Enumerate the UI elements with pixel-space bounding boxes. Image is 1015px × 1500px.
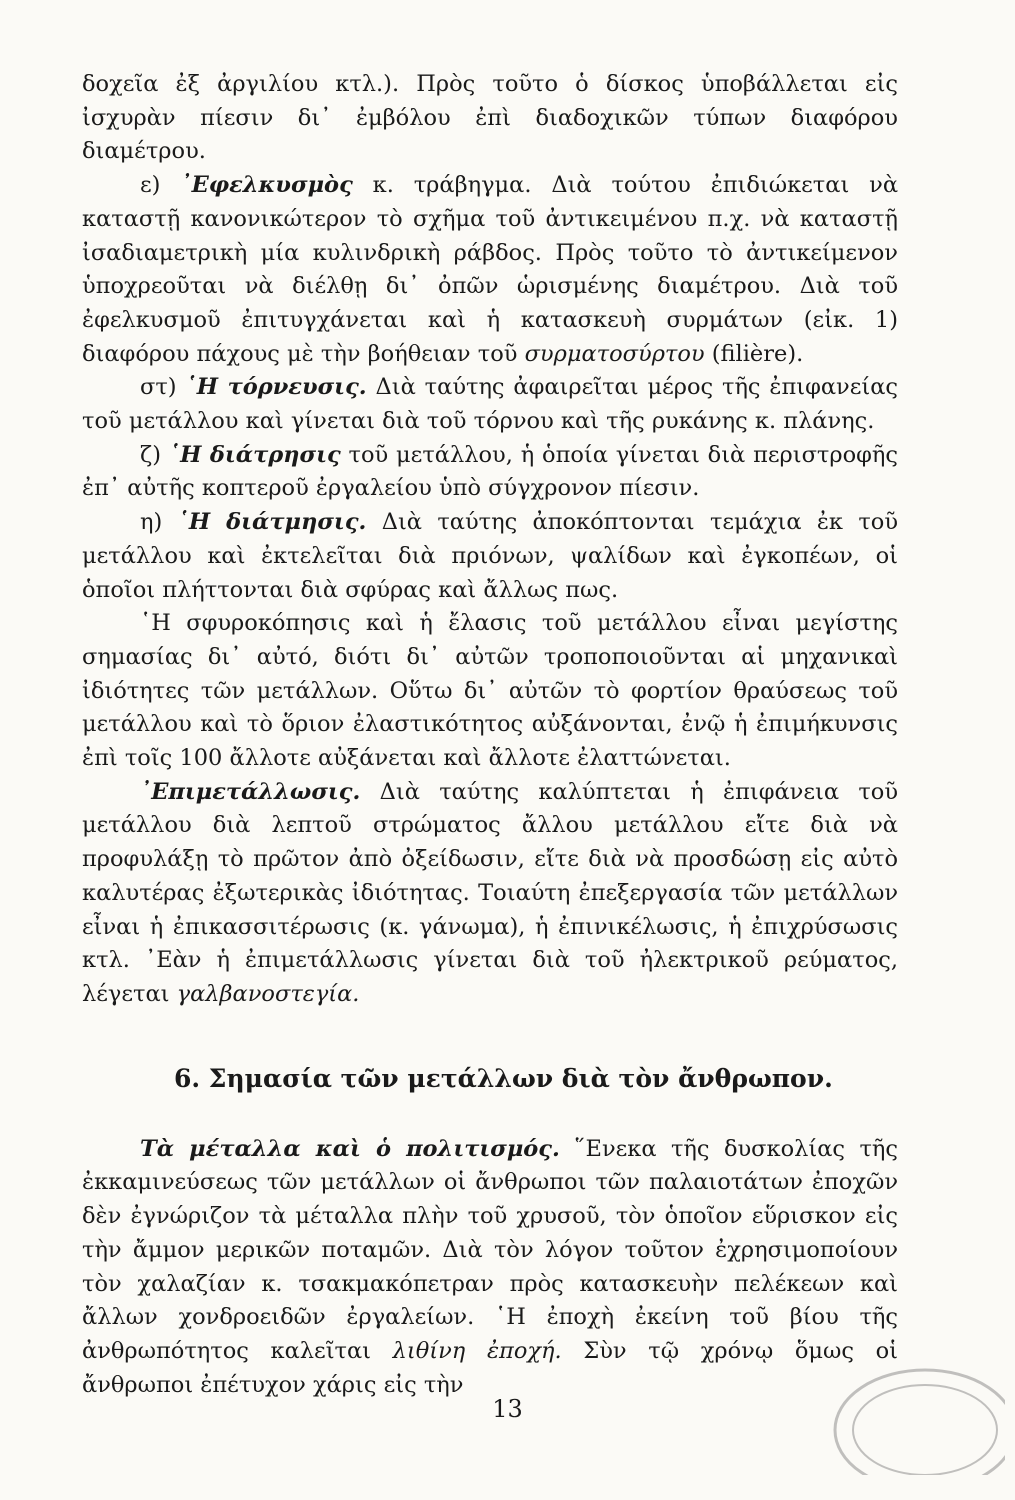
paragraph-diatresis <box>82 439 898 506</box>
section-heading: 6. Σημασία τῶν μετάλλων διὰ τὸν ἄνθρωπον. <box>174 1063 833 1093</box>
library-stamp-icon <box>815 1345 1005 1475</box>
italic-term: λιθίνη ἐποχή. <box>392 1337 562 1364</box>
paragraph-tail: (filière). <box>711 340 804 367</box>
paragraph-intro <box>82 68 898 169</box>
item-label: στ) <box>140 374 177 401</box>
paragraph-tail: Σὺν τῷ χρόνῳ ὅμως οἱ ἄνθρωποι ἐπέτυχον χάρις εἰς τὴν <box>82 1337 899 1398</box>
item-label: ε) <box>140 172 161 199</box>
paragraph-text: Διὰ ταύτης καλύπτεται ἡ ἐπιφάνεια τοῦ μετάλλου διὰ λεπτοῦ στρώματος ἄλλου μετάλλου εἴτε διὰ νὰ προφυλάξῃ τὸ πρῶτον ἀπὸ ὀξείδωσιν, εἴτε διὰ νὰ προσδώσῃ εἰς αὐτὸ καλυτέρας ἐξωτερικὰς ἰδιότητας. Τοιαύτη ἐπεξεργασία τῶν μετάλλων εἶναι ἡ ἐπικασσιτέρωσις (κ. γάνωμα), ἡ ἐπινικέλωσις, ἡ ἐπιχρύσωσις κτλ. ᾽Εὰν ἡ ἐπιμετάλλωσις γίνεται διὰ τοῦ ἠλεκτρικοῦ ρεύματος, λέγεται <box>82 778 898 1007</box>
page-body <box>82 68 898 1402</box>
paragraph-metals-civilization <box>82 1133 898 1403</box>
paragraph-efelkysmos <box>82 169 898 371</box>
paragraph-diatmesis <box>82 506 898 607</box>
paragraph-torneusis <box>82 371 898 438</box>
term-lead: ᾽Επιμετάλλωσις. <box>140 778 361 805</box>
paragraph-text: ῞Ενεκα τῆς δυσκολίας τῆς ἐκκαμινεύσεως τῶν μετάλλων οἱ ἄνθρωποι τῶν παλαιοτάτων ἐποχῶν δὲν ἐγνώριζον τὰ μέταλλα πλὴν τοῦ χρυσοῦ, τὸν ὁποῖον εὕρισκον εἰς τὴν ἄμμον μερικῶν ποταμῶν. Διὰ τὸν λόγον τοῦτον ἐχρησιμοποίουν τὸν χαλαζίαν κ. τσακμακόπετραν πρὸς κατασκευὴν πελέκεων καὶ ἄλλων χονδροειδῶν ἐργαλείων. ῾Η ἐποχὴ ἐκείνη τοῦ βίου τῆς ἀνθρωπότητος καλεῖται <box>82 1135 898 1364</box>
item-label: ζ) <box>140 441 161 468</box>
italic-term: συρματοσύρτου <box>524 340 705 367</box>
paragraph-text: Διὰ ταύτης ἀφαιρεῖται μέρος τῆς ἐπιφανείας τοῦ μετάλλου καὶ γίνεται διὰ τοῦ τόρνου καὶ τῆς ρυκάνης κ. πλάνης. <box>82 374 899 435</box>
term-lead: ῾Η τόρνευσις. <box>185 374 367 401</box>
paragraph-epimetallosis <box>82 776 898 1012</box>
paragraph-text: δοχεῖα ἐξ ἀργιλίου κτλ.). Πρὸς τοῦτο ὁ δίσκος ὑποβάλλεται εἰς ἰσχυρὰν πίεσιν δι᾽ ἐμβόλου ἐπὶ διαδοχικῶν τύπων διαφόρου διαμέτρου. <box>82 71 898 165</box>
paragraph-text: τοῦ μετάλλου, ἡ ὁποία γίνεται διὰ περιστροφῆς ἐπ᾽ αὐτῆς κοπτεροῦ ἐργαλείου ὑπὸ σύγχρονον πίεσιν. <box>82 441 898 502</box>
paragraph-sfyrokopesis <box>82 607 898 776</box>
page-number: 13 <box>492 1395 523 1423</box>
paragraph-text: κ. τράβηγμα. Διὰ τούτου ἐπιδιώκεται νὰ καταστῇ κανονικώτερον τὸ σχῆμα τοῦ ἀντικειμένου π.χ. νὰ καταστῇ ἰσαδιαμετρικὴ μία κυλινδρικὴ ράβδος. Πρὸς τοῦτο τὸ ἀντικείμενον ὑποχρεοῦται νὰ διέλθῃ δι᾽ ὀπῶν ὡρισμένης διαμέτρου. Διὰ τοῦ ἐφελκυσμοῦ ἐπιτυγχάνεται καὶ ἡ κατασκευὴ συρμάτων (εἰκ. 1) διαφόρου πάχους μὲ τὴν βοήθειαν τοῦ <box>82 172 899 367</box>
paragraph-text: Διὰ ταύτης ἀποκόπτονται τεμάχια ἐκ τοῦ μετάλλου καὶ ἐκτελεῖται διὰ πριόνων, ψαλίδων καὶ ἐγκοπέων, οἱ ὁποῖοι πλήττονται διὰ σφύρας καὶ ἄλλως πως. <box>82 509 899 603</box>
term-lead: ῾Η διάτμησις. <box>177 509 367 536</box>
term-lead: Τὰ μέταλλα καὶ ὁ πολιτισμός. <box>140 1135 560 1162</box>
item-label: η) <box>140 509 163 536</box>
term-lead: ῾Η διάτρησις <box>168 441 341 468</box>
italic-term: γαλβανοστεγία. <box>176 980 360 1007</box>
paragraph-text: ῾Η σφυροκόπησις καὶ ἡ ἔλασις τοῦ μετάλλου εἶναι μεγίστης σημασίας δι᾽ αὐτό, διότι δι᾽ αὐτῶν τροποποιοῦνται αἱ μηχανικαὶ ἰδιότητες τῶν μετάλλων. Οὕτω δι᾽ αὐτῶν τὸ φορτίον θραύσεως τοῦ μετάλλου καὶ τὸ ὅριον ἐλαστικότητος αὐξάνονται, ἐνῷ ἡ ἐπιμήκυνσις ἐπὶ τοῖς 100 ἄλλοτε αὐξάνεται καὶ ἄλλοτε ἐλαττώνεται. <box>82 610 898 772</box>
term-lead: ᾽Εφελκυσμὸς <box>180 172 353 199</box>
